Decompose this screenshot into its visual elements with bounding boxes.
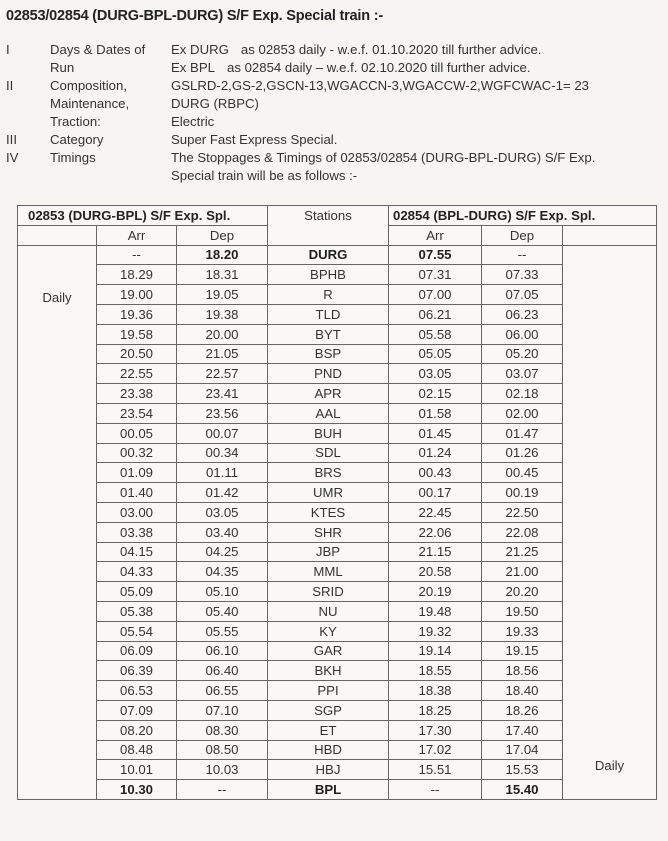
arr-02854: 20.58 [389, 562, 482, 582]
info-value-main: Electric [171, 114, 215, 129]
arr-02853: 19.36 [97, 304, 177, 324]
table-row [18, 780, 657, 800]
station-code: BRS [268, 463, 389, 483]
dep-02853: 01.11 [177, 463, 268, 483]
table-row [18, 601, 657, 621]
dep-02854: 19.33 [482, 621, 563, 641]
station-code: BYT [268, 324, 389, 344]
station-code: R [268, 285, 389, 305]
arr-02854: 22.06 [389, 522, 482, 542]
arr-02853: 00.32 [97, 443, 177, 463]
header-02853: 02853 (DURG-BPL) S/F Exp. Spl. [18, 206, 268, 226]
dep-02853: 06.10 [177, 641, 268, 661]
dep-02854: 17.40 [482, 720, 563, 740]
station-code: BUH [268, 423, 389, 443]
dep-02854: 18.26 [482, 700, 563, 720]
arr-02854: 18.25 [389, 700, 482, 720]
table-row [18, 324, 657, 344]
station-code: KTES [268, 502, 389, 522]
arr-02854: 17.30 [389, 720, 482, 740]
arr-02854: 06.21 [389, 304, 482, 324]
dep-02854: 02.00 [482, 403, 563, 423]
header-dep-02854: Dep [482, 225, 563, 245]
info-value-main: GSLRD-2,GS-2,GSCN-13,WGACCN-3,WGACCW-2,WGFCWAC-1= 23 [171, 78, 590, 93]
info-value [171, 114, 214, 129]
arr-02853: 06.53 [97, 681, 177, 701]
arr-02853: 04.33 [97, 562, 177, 582]
arr-02854: 05.05 [389, 344, 482, 364]
table-row [18, 285, 657, 305]
arr-02854: 05.58 [389, 324, 482, 344]
dep-02854: 18.56 [482, 661, 563, 681]
arr-02854: -- [389, 780, 482, 800]
arr-02853: 19.58 [97, 324, 177, 344]
arr-02853: 04.15 [97, 542, 177, 562]
arr-02853: 01.09 [97, 463, 177, 483]
table-row [18, 740, 657, 760]
info-value-main: Super Fast Express Special. [171, 132, 338, 147]
dep-02854: 22.50 [482, 502, 563, 522]
arr-02853: 23.54 [97, 403, 177, 423]
table-row [18, 265, 657, 285]
dep-02853: 10.03 [177, 760, 268, 780]
dep-02853: -- [177, 780, 268, 800]
dep-02853: 20.00 [177, 324, 268, 344]
station-code: HBD [268, 740, 389, 760]
station-code: AAL [268, 403, 389, 423]
arr-02853: 06.09 [97, 641, 177, 661]
dep-02853: 00.34 [177, 443, 268, 463]
station-code: SRID [268, 582, 389, 602]
arr-02854: 15.51 [389, 760, 482, 780]
dep-02853: 00.07 [177, 423, 268, 443]
dep-02854: 01.26 [482, 443, 563, 463]
arr-02854: 17.02 [389, 740, 482, 760]
info-value-detail: as 02853 daily - w.e.f. 01.10.2020 till further advice. [240, 42, 542, 57]
arr-02853: -- [97, 245, 177, 265]
station-code: BPHB [268, 265, 389, 285]
dep-02853: 19.05 [177, 285, 268, 305]
station-code: UMR [268, 483, 389, 503]
dep-02853: 05.40 [177, 601, 268, 621]
info-value [171, 42, 541, 57]
dep-02853: 19.38 [177, 304, 268, 324]
arr-02854: 18.38 [389, 681, 482, 701]
station-code: JBP [268, 542, 389, 562]
arr-02854: 03.05 [389, 364, 482, 384]
header-days-blank-right [563, 225, 657, 245]
dep-02854: 15.53 [482, 760, 563, 780]
info-value [171, 96, 259, 111]
dep-02853: 23.41 [177, 384, 268, 404]
table-row [18, 384, 657, 404]
arr-02853: 23.38 [97, 384, 177, 404]
table-row [18, 582, 657, 602]
dep-02853: 08.30 [177, 720, 268, 740]
dep-02854: 03.07 [482, 364, 563, 384]
station-code: PND [268, 364, 389, 384]
dep-02854: 07.05 [482, 285, 563, 305]
table-row [18, 661, 657, 681]
header-arr-02853: Arr [97, 225, 177, 245]
days-of-run-02854: Daily [563, 245, 657, 799]
station-code: HBJ [268, 760, 389, 780]
info-roman-numeral: IV [6, 150, 19, 165]
info-roman-numeral: I [6, 42, 10, 57]
info-label: Composition, [50, 78, 127, 93]
dep-02853: 08.50 [177, 740, 268, 760]
header-02854: 02854 (BPL-DURG) S/F Exp. Spl. [389, 206, 657, 226]
dep-02854: 02.18 [482, 384, 563, 404]
dep-02854: 06.00 [482, 324, 563, 344]
info-value-main: The Stoppages & Timings of 02853/02854 (DURG-BPL-DURG) S/F Exp. [171, 150, 596, 165]
arr-02853: 20.50 [97, 344, 177, 364]
arr-02853: 03.00 [97, 502, 177, 522]
dep-02854: 15.40 [482, 780, 563, 800]
header-stations: Stations [268, 206, 389, 246]
dep-02853: 18.20 [177, 245, 268, 265]
arr-02853: 22.55 [97, 364, 177, 384]
info-roman-numeral: III [6, 132, 17, 147]
station-code: NU [268, 601, 389, 621]
arr-02854: 07.00 [389, 285, 482, 305]
arr-02853: 08.20 [97, 720, 177, 740]
dep-02854: 01.47 [482, 423, 563, 443]
table-row [18, 403, 657, 423]
info-label: Run [50, 60, 75, 75]
arr-02854: 07.55 [389, 245, 482, 265]
arr-02853: 10.01 [97, 760, 177, 780]
arr-02853: 05.09 [97, 582, 177, 602]
dep-02853: 23.56 [177, 403, 268, 423]
table-row [18, 542, 657, 562]
dep-02853: 21.05 [177, 344, 268, 364]
table-row [18, 245, 657, 265]
info-value-main: DURG (RBPC) [171, 96, 259, 111]
dep-02853: 03.05 [177, 502, 268, 522]
arr-02854: 07.31 [389, 265, 482, 285]
table-row [18, 344, 657, 364]
dep-02854: 05.20 [482, 344, 563, 364]
timetable [17, 205, 657, 800]
dep-02854: 21.25 [482, 542, 563, 562]
dep-02854: 06.23 [482, 304, 563, 324]
table-row [18, 621, 657, 641]
arr-02853: 07.09 [97, 700, 177, 720]
dep-02853: 05.55 [177, 621, 268, 641]
dep-02854: 00.19 [482, 483, 563, 503]
arr-02854: 01.45 [389, 423, 482, 443]
arr-02854: 02.15 [389, 384, 482, 404]
arr-02854: 00.43 [389, 463, 482, 483]
dep-02853: 04.35 [177, 562, 268, 582]
info-label: Traction: [50, 114, 101, 129]
arr-02853: 00.05 [97, 423, 177, 443]
info-value-main: Ex DURG [171, 42, 229, 57]
info-value-main: Special train will be as follows :- [171, 168, 358, 183]
dep-02854: 07.33 [482, 265, 563, 285]
arr-02853: 05.38 [97, 601, 177, 621]
dep-02853: 04.25 [177, 542, 268, 562]
dep-02853: 22.57 [177, 364, 268, 384]
arr-02854: 19.32 [389, 621, 482, 641]
station-code: SGP [268, 700, 389, 720]
station-code: BSP [268, 344, 389, 364]
table-row [18, 483, 657, 503]
arr-02853: 01.40 [97, 483, 177, 503]
arr-02854: 20.19 [389, 582, 482, 602]
arr-02854: 21.15 [389, 542, 482, 562]
station-code: GAR [268, 641, 389, 661]
arr-02853: 18.29 [97, 265, 177, 285]
info-value [171, 150, 595, 165]
dep-02853: 05.10 [177, 582, 268, 602]
days-of-run-02853: Daily [18, 245, 97, 799]
dep-02853: 03.40 [177, 522, 268, 542]
dep-02854: -- [482, 245, 563, 265]
arr-02854: 01.24 [389, 443, 482, 463]
header-dep-02853: Dep [177, 225, 268, 245]
info-value [171, 168, 357, 183]
dep-02854: 22.08 [482, 522, 563, 542]
arr-02853: 19.00 [97, 285, 177, 305]
arr-02854: 22.45 [389, 502, 482, 522]
dep-02854: 20.20 [482, 582, 563, 602]
page-title: 02853/02854 (DURG-BPL-DURG) S/F Exp. Special train :- [6, 8, 383, 24]
table-row [18, 720, 657, 740]
arr-02853: 03.38 [97, 522, 177, 542]
table-row [18, 304, 657, 324]
station-code: SHR [268, 522, 389, 542]
station-code: DURG [268, 245, 389, 265]
station-code: ET [268, 720, 389, 740]
arr-02854: 01.58 [389, 403, 482, 423]
dep-02853: 06.55 [177, 681, 268, 701]
dep-02854: 19.50 [482, 601, 563, 621]
table-row [18, 443, 657, 463]
station-code: TLD [268, 304, 389, 324]
info-label: Category [50, 132, 104, 147]
station-code: MML [268, 562, 389, 582]
dep-02853: 01.42 [177, 483, 268, 503]
station-code: KY [268, 621, 389, 641]
info-value-main: Ex BPL [171, 60, 215, 75]
info-value [171, 132, 337, 147]
table-row [18, 641, 657, 661]
table-row [18, 423, 657, 443]
table-row [18, 760, 657, 780]
arr-02854: 00.17 [389, 483, 482, 503]
table-row [18, 522, 657, 542]
table-row [18, 562, 657, 582]
header-days-blank [18, 225, 97, 245]
info-value [171, 78, 589, 93]
dep-02853: 06.40 [177, 661, 268, 681]
dep-02854: 18.40 [482, 681, 563, 701]
station-code: BKH [268, 661, 389, 681]
info-value-detail: as 02854 daily – w.e.f. 02.10.2020 till further advice. [226, 60, 531, 75]
arr-02853: 06.39 [97, 661, 177, 681]
info-value [171, 60, 531, 75]
arr-02854: 18.55 [389, 661, 482, 681]
table-row [18, 700, 657, 720]
table-header-row-1 [18, 206, 657, 226]
info-roman-numeral: II [6, 78, 14, 93]
dep-02854: 21.00 [482, 562, 563, 582]
arr-02853: 10.30 [97, 780, 177, 800]
table-row [18, 681, 657, 701]
table-row [18, 502, 657, 522]
arr-02854: 19.48 [389, 601, 482, 621]
arr-02853: 05.54 [97, 621, 177, 641]
info-label: Days & Dates of [50, 42, 146, 57]
station-code: PPI [268, 681, 389, 701]
table-row [18, 463, 657, 483]
info-label: Timings [50, 150, 96, 165]
table-row [18, 364, 657, 384]
dep-02854: 19.15 [482, 641, 563, 661]
arr-02853: 08.48 [97, 740, 177, 760]
dep-02854: 00.45 [482, 463, 563, 483]
dep-02854: 17.04 [482, 740, 563, 760]
station-code: APR [268, 384, 389, 404]
dep-02853: 18.31 [177, 265, 268, 285]
arr-02854: 19.14 [389, 641, 482, 661]
dep-02853: 07.10 [177, 700, 268, 720]
station-code: BPL [268, 780, 389, 800]
station-code: SDL [268, 443, 389, 463]
info-label: Maintenance, [50, 96, 130, 111]
header-arr-02854: Arr [389, 225, 482, 245]
